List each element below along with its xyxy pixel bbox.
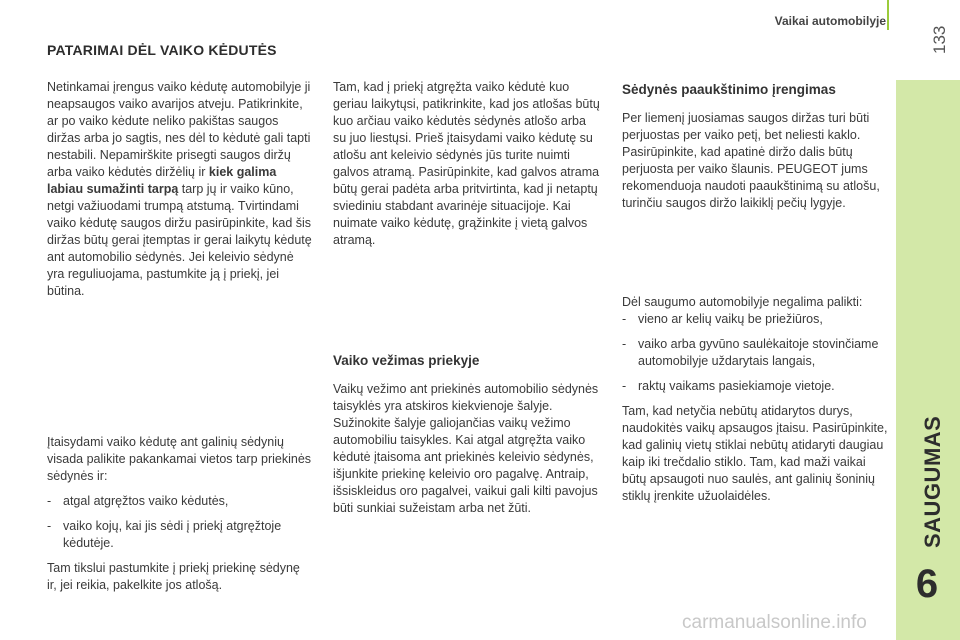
column-middle [333,79,601,249]
intro-paragraph [47,79,312,300]
page-title: PATARIMAI DĖL VAIKO KĖDUTĖS [47,42,277,58]
list-item: - vieno ar kelių vaikų be priežiūros, [622,312,823,326]
list-item: - vaiko kojų, kai jis sėdi į priekį atgręžtoje kėdutėje. [47,519,282,550]
door-lock-paragraph: Tam, kad netyčia nebūtų atidarytos durys, naudokitės vaikų apsaugos įtaisu. Pasirūpinkite, kad galinių vietų stiklai nebūtų atidaryti daugiau kaip iki trečdalio stiklo. Tam, kad maži vaikai būtų apsaugoti nuo saulės, ant galinių šoninių stiklų įrenkite užuolaidėles. [622,404,888,503]
column-middle-lower [333,352,601,517]
section-title: Vaikai automobilyje [774,14,886,28]
intro-text-start: Netinkamai įrengus vaiko kėdutę automobilyje ji neapsaugos vaiko avarijos atveju. Patikrinkite, ar po vaiko kėdute neliko pakištas saugos diržas arba jo sagtis, nes dėl to kėdutė gali tapti nestabili. Nepamirškite prisegti saugos diržų arba vaiko kėdutės diržėlių ir [47,80,311,179]
section-subheading: Vaiko vežimas priekyje [333,353,480,368]
adjust-seat-paragraph: Tam tikslui pastumkite į priekį priekinę sėdynę ir, jei reikia, pakelkite jos atlošą. [47,561,300,592]
column-right [622,81,888,212]
chapter-number: 6 [915,562,939,606]
column-right-lower [622,294,888,505]
headrest-paragraph: Tam, kad į priekį atgręžta vaiko kėdutė kuo geriau laikytųsi, patikrinkite, kad jos atlošas būtų kuo arčiau vaiko kėdutės sėdynės atlošo arba su juo liestųsi. Prieš įtaisydami vaiko kėdutę su atlošu ant keleivio sėdynės jūs turite nuimti galvos atramą. Pasirūpinkite, kad galvos atrama būtų gerai padėta arba pritvirtinta, kad ji netaptų sviediniu stabdant avarinėje situacijoje. Kai nuimate vaiko kėdutę, grąžinkite į vietą galvos atramą. [333,80,600,247]
watermark: carmanualsonline.info [682,612,867,633]
rear-seat-paragraph: Įtaisydami vaiko kėdutę ant galinių sėdynių visada palikite pakankamai vietos tarp priekinės sėdynės ir: [47,435,312,483]
safety-paragraph: Dėl saugumo automobilyje negalima palikti: [622,295,863,309]
list-item: - atgal atgręžtos vaiko kėdutės, [47,494,229,508]
section-subheading: Sėdynės paaukštinimo įrengimas [622,82,836,97]
page-number: 133 [930,25,949,54]
list-item: - vaiko arba gyvūno saulėkaitoje stovinčiame automobilyje uždarytais langais, [622,337,879,368]
chapter-tab [896,80,960,640]
booster-paragraph: Per liemenį juosiamas saugos diržas turi būti perjuostas per vaiko petį, bet neliesti kaklo. Pasirūpinkite, kad apatinė diržo dalis būtų perjuosta per vaiko šlaunis. PEUGEOT jums rekomenduoja naudoti paaukštinimą su atlošu, turinčiu saugos diržo laikiklį pečių lygyje. [622,111,880,210]
front-transport-paragraph: Vaikų vežimo ant priekinės automobilio sėdynės taisyklės yra atskiros kiekvienoje šalyje. Sužinokite šalyje galiojančias vaikų vežimo automobiliu taisykles. Kai atgal atgręžta vaiko kėdutė įtaisoma ant priekinės keleivio sėdynės, išjunkite priekinę keleivio oro pagalvę. Antraip, išsiskleidus oro pagalvei, vaikui gali kilti pavojus būti sunkiai sužeistam arba net žūti. [333,382,599,515]
list-item: - raktų vaikams pasiekiamoje vietoje. [622,379,835,393]
header-divider [887,0,889,30]
intro-text-end: tarp jų ir vaiko kūno, netgi važiuodami trumpą atstumą. Tvirtindami vaiko kėdutę saugos diržu pasirūpinkite, kad šis diržas būtų gerai įtemptas ir gerai laikytų kėdutę ant automobilio sėdynės. Jei keleivio sėdynė yra reguliuojama, pastumkite ją į priekį, jei būtina. [47,182,312,298]
intro-text-bold: kiek galima labiau sumažinti tarpą [47,165,277,196]
column-left-lower [47,434,312,594]
column-left [47,79,312,300]
chapter-label: SAUGUMAS [920,415,945,548]
